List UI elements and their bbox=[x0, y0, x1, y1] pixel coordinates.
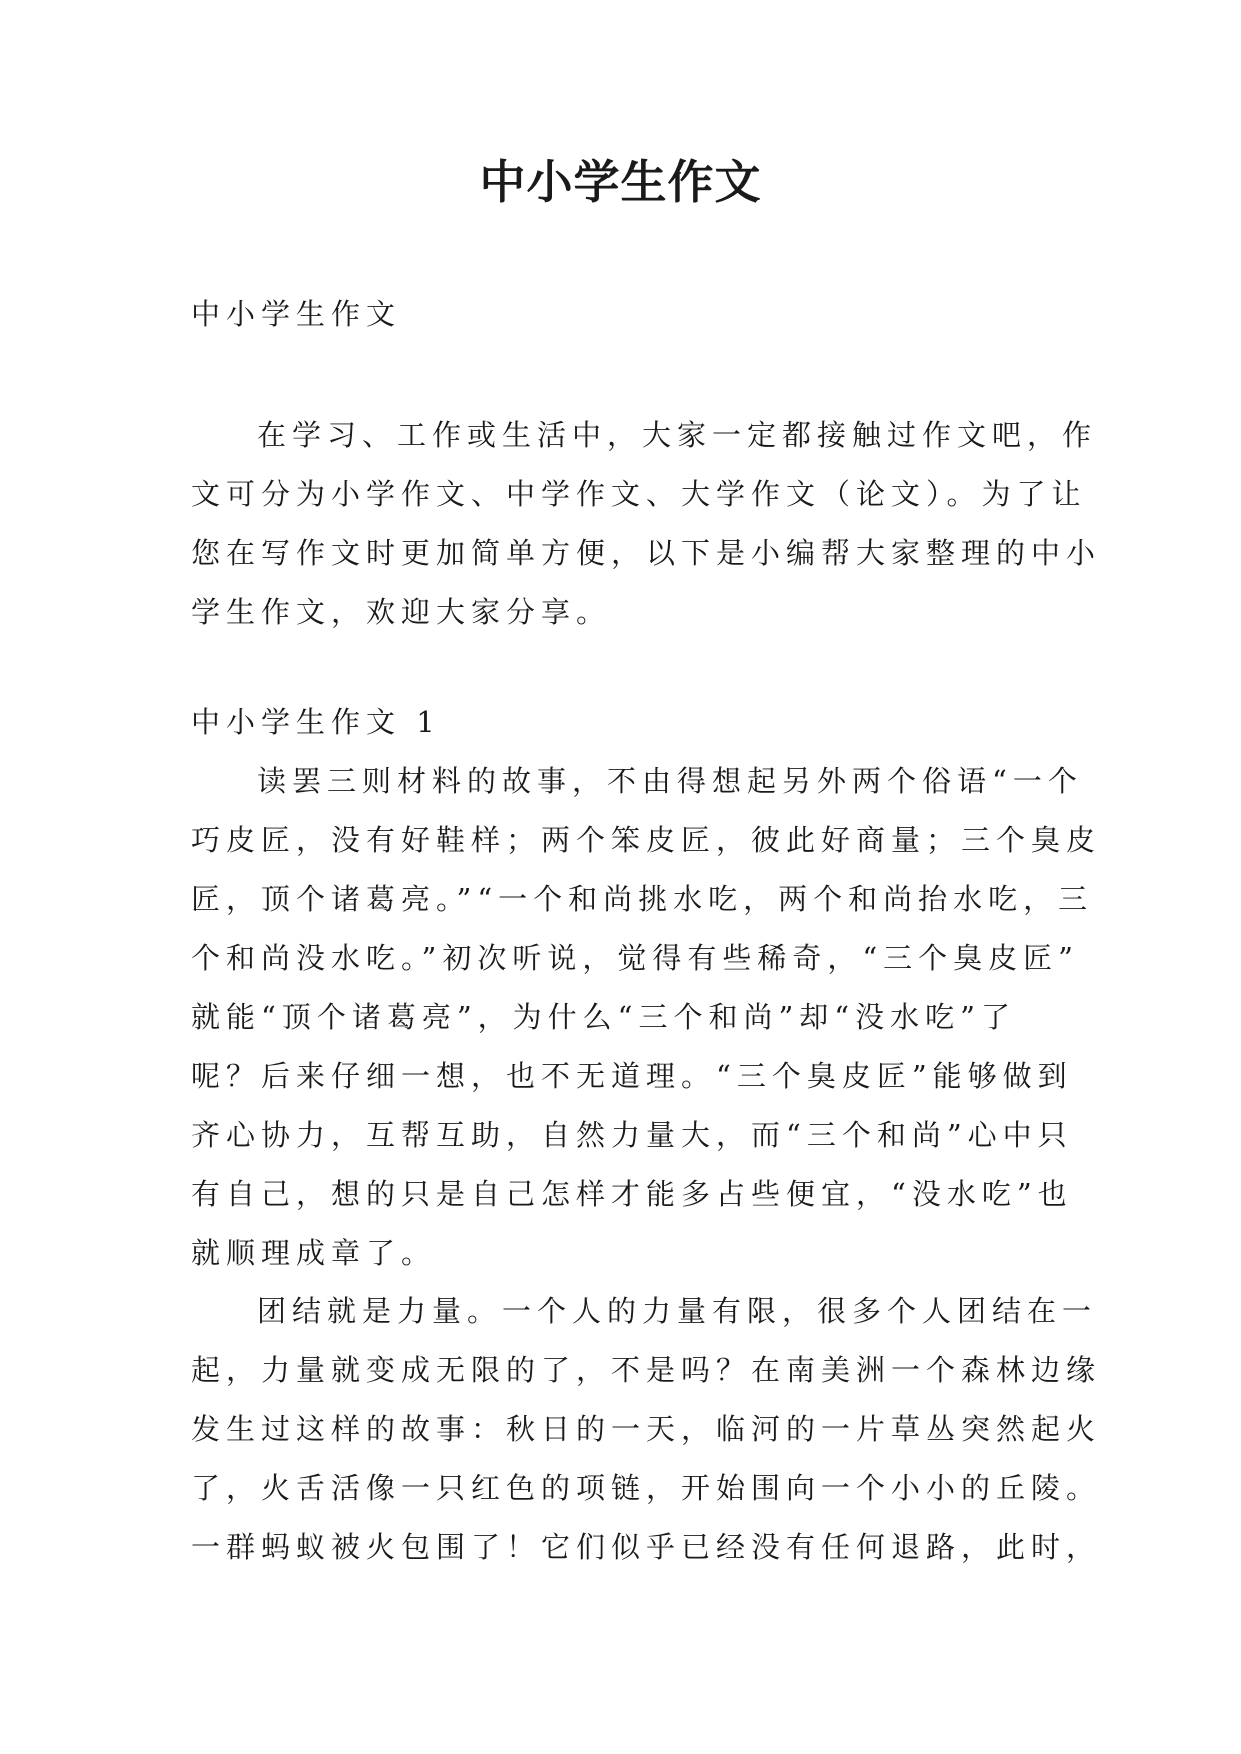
paragraph-1 bbox=[191, 752, 1102, 1283]
paragraph-line: 有自己，想的只是自己怎样才能多占些便宜，“没水吃”也 bbox=[191, 1177, 1073, 1211]
paragraph-line: 读罢三则材料的故事，不由得想起另外两个俗语“一个 bbox=[257, 764, 1083, 798]
paragraph-line: 了，火舌活像一只红色的项链，开始围向一个小小的丘陵。 bbox=[191, 1471, 1102, 1505]
document-title: 中小学生作文 bbox=[479, 155, 762, 209]
intro-line: 您在写作文时更加简单方便，以下是小编帮大家整理的中小 bbox=[191, 536, 1102, 570]
intro-line: 文可分为小学作文、中学作文、大学作文（论文）。为了让 bbox=[191, 477, 1087, 511]
intro-line: 在学习、工作或生活中，大家一定都接触过作文吧，作 bbox=[257, 418, 1098, 452]
paragraph-line: 发生过这样的故事：秋日的一天，临河的一片草丛突然起火 bbox=[191, 1412, 1102, 1446]
paragraph-line: 一群蚂蚁被火包围了！它们似乎已经没有任何退路，此时， bbox=[191, 1530, 1102, 1564]
section-heading: 中小学生作文 1 bbox=[191, 705, 441, 739]
paragraph-line: 齐心协力，互帮互助，自然力量大，而“三个和尚”心中只 bbox=[191, 1118, 1073, 1152]
paragraph-2 bbox=[191, 1282, 1102, 1577]
paragraph-line: 起，力量就变成无限的了，不是吗？在南美洲一个森林边缘 bbox=[191, 1353, 1102, 1387]
paragraph-line: 就能“顶个诸葛亮”，为什么“三个和尚”却“没水吃”了 bbox=[191, 1000, 1016, 1034]
paragraph-line: 个和尚没水吃。”初次听说，觉得有些稀奇，“三个臭皮匠” bbox=[191, 941, 1079, 975]
paragraph-line: 就顺理成章了。 bbox=[191, 1236, 437, 1270]
intro-line: 学生作文，欢迎大家分享。 bbox=[191, 595, 612, 629]
document-subtitle: 中小学生作文 bbox=[191, 297, 402, 331]
paragraph-line: 团结就是力量。一个人的力量有限，很多个人团结在一 bbox=[257, 1294, 1098, 1328]
intro-paragraph bbox=[191, 406, 1102, 642]
paragraph-line: 呢？后来仔细一想，也不无道理。“三个臭皮匠”能够做到 bbox=[191, 1059, 1073, 1093]
paragraph-line: 巧皮匠，没有好鞋样；两个笨皮匠，彼此好商量；三个臭皮 bbox=[191, 823, 1102, 857]
paragraph-line: 匠，顶个诸葛亮。”“一个和尚挑水吃，两个和尚抬水吃，三 bbox=[191, 882, 1094, 916]
